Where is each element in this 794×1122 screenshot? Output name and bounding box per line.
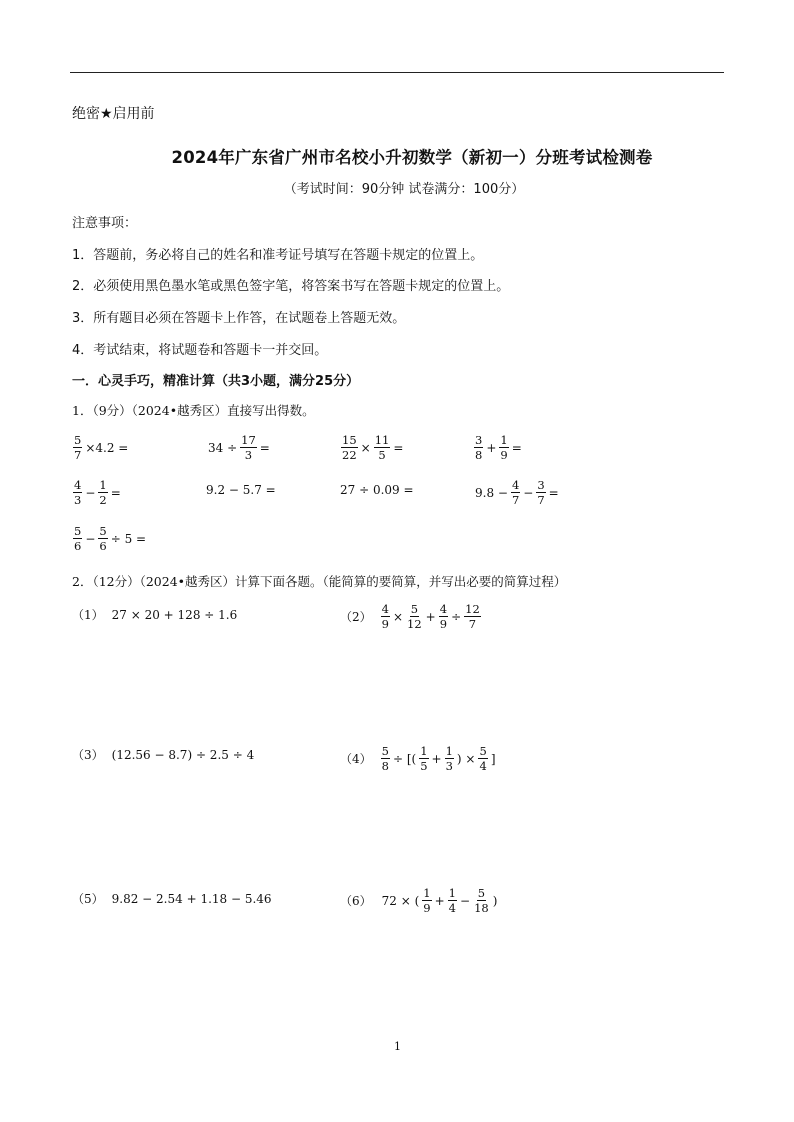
fraction: $\frac{4}{3}$ xyxy=(74,478,82,507)
fraction: $\frac{12}{7}$ xyxy=(465,602,480,631)
q2-part-3: （3） (12.56 − 8.7) ÷ 2.5 ÷ 4 xyxy=(72,747,255,762)
q1-item-a: $\frac{5}{7}$ ×4.2 = xyxy=(74,433,129,462)
q1-item-e: $\frac{4}{3}$ − $\frac{1}{2}$ = xyxy=(74,478,121,507)
page-number: 1 xyxy=(394,1040,401,1053)
fraction: $\frac{5}{7}$ xyxy=(74,433,82,462)
note-item: 4．考试结束，将试题卷和答题卡一并交回。 xyxy=(72,343,328,358)
fraction: $\frac{5}{6}$ xyxy=(74,524,82,553)
q1-item-f: 9.2 − 5.7 = xyxy=(206,483,276,497)
q1-item-b: 34 ÷ $\frac{17}{3}$ = xyxy=(208,433,270,462)
q2-part-4: （4） $\frac{5}{8}$ ÷ [( $\frac{1}{5}$ + $\frac{1}{3}$ ) × $\frac{5}{4}$ ] xyxy=(340,744,496,773)
q2-part-1: （1） 27 × 20 + 128 ÷ 1.6 xyxy=(72,607,238,622)
fraction: $\frac{3}{7}$ xyxy=(537,478,545,507)
fraction: $\frac{5}{6}$ xyxy=(99,524,107,553)
exam-title: 2024年广东省广州市名校小升初数学（新初一）分班考试检测卷 xyxy=(171,148,653,167)
fraction: $\frac{4}{9}$ xyxy=(439,602,448,631)
exam-subtitle: （考试时间：90分钟 试卷满分：100分） xyxy=(283,182,525,197)
q1-item-i: $\frac{5}{6}$ − $\frac{5}{6}$ ÷ 5 = xyxy=(74,524,147,553)
q1-item-g: 27 ÷ 0.09 = xyxy=(340,483,414,497)
question-2-stem: 2．（12分）（2024•越秀区）计算下面各题。（能简算的要简算，并写出必要的简算过程） xyxy=(72,574,567,589)
confidential-label: 绝密★启用前 xyxy=(72,106,155,122)
fraction: $\frac{3}{8}$ xyxy=(475,433,483,462)
fraction: $\frac{4}{9}$ xyxy=(381,602,389,631)
section-heading: 一．心灵手巧，精准计算（共3小题，满分25分） xyxy=(72,374,360,389)
fraction: $\frac{1}{9}$ xyxy=(423,886,431,915)
q2-part-5: （5） 9.82 − 2.54 + 1.18 − 5.46 xyxy=(72,891,272,906)
fraction: $\frac{1}{5}$ xyxy=(420,744,428,773)
q2-part-2: （2） $\frac{4}{9}$ × $\frac{5}{12}$ + $\frac{4}{9}$ ÷ $\frac{12}{7}$ xyxy=(340,602,480,631)
header-rule xyxy=(70,72,724,73)
question-1-stem: 1．（9分）（2024•越秀区）直接写出得数。 xyxy=(72,403,315,418)
fraction: $\frac{1}{3}$ xyxy=(445,744,453,773)
q1-item-h: 9.8 − $\frac{4}{7}$ − $\frac{3}{7}$ = xyxy=(475,478,559,507)
fraction: $\frac{4}{7}$ xyxy=(511,478,520,507)
note-item: 2．必须使用黑色墨水笔或黑色签字笔，将答案书写在答题卡规定的位置上。 xyxy=(72,279,510,294)
q2-part-6: （6） 72 × ( $\frac{1}{9}$ + $\frac{1}{4}$ − $\frac{5}{18}$ ) xyxy=(340,886,498,915)
q1-item-c: $\frac{15}{22}$ × $\frac{11}{5}$ = xyxy=(342,433,404,462)
note-item: 3．所有题目必须在答题卡上作答，在试题卷上答题无效。 xyxy=(72,311,406,326)
fraction: $\frac{5}{18}$ xyxy=(474,886,489,915)
q1-item-d: $\frac{3}{8}$ + $\frac{1}{9}$ = xyxy=(475,433,522,462)
note-item: 1．答题前，务必将自己的姓名和准考证号填写在答题卡规定的位置上。 xyxy=(72,248,484,263)
fraction: $\frac{1}{2}$ xyxy=(99,478,107,507)
fraction: $\frac{17}{3}$ xyxy=(241,433,256,462)
fraction: $\frac{11}{5}$ xyxy=(374,433,390,462)
fraction: $\frac{5}{8}$ xyxy=(381,744,389,773)
fraction: $\frac{5}{12}$ xyxy=(407,602,422,631)
fraction: $\frac{1}{9}$ xyxy=(500,433,508,462)
notes-heading: 注意事项： xyxy=(72,216,138,231)
fraction: $\frac{1}{4}$ xyxy=(448,886,456,915)
fraction: $\frac{5}{4}$ xyxy=(479,744,487,773)
fraction: $\frac{15}{22}$ xyxy=(342,433,357,462)
